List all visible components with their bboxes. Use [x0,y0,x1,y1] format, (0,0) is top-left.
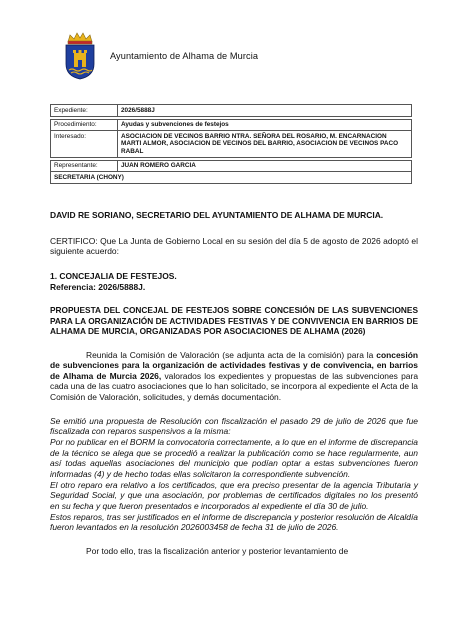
certifier-heading: DAVID RE SORIANO, SECRETARIO DEL AYUNTAMIENTO DE ALHAMA DE MURCIA. [50,210,384,220]
valuation-text-start: Reunida la Comisión de Valoración (se adjunta acta de la comisión) para la [86,349,377,360]
procedimiento-value: Ayudas y subvenciones de festejos [118,119,412,131]
department-value: SECRETARIA (CHONY) [51,172,412,184]
document-body [50,210,418,556]
procedimiento-label: Procedimiento: [51,119,118,131]
interesado-label: Interesado: [51,131,118,158]
record-row-expediente [51,105,412,117]
valuation-text-end: valorados los expedientes y propuestas de las subvenciones para cada una de las cuatro asociaciones que lo han solicitado, se incorpora al expediente el Acta de la Comisión de Valoración, solicitudes, y demás documentación. [50,370,419,403]
record-row-procedimiento [51,119,412,131]
expediente-value: 2026/5888J [118,105,412,117]
valuation-paragraph [50,350,418,403]
record-row-interesado [51,131,412,158]
record-row-representante [51,160,412,172]
representante-value: JUAN ROMERO GARCIA [118,160,412,172]
reference-line: Referencia: 2026/5888J. [50,281,146,292]
representante-label: Representante: [51,160,118,172]
italic-paragraph-4: Estos reparos, tras ser justificados en el informe de discrepancia y posterior resolución de Alcaldía fueron levantados en la resolución 2026003458 de fecha 31 de julio de 2026. [50,511,418,533]
italic-paragraph-3: El otro reparo era relativo a los certificados, que era preciso presentar de la agencia Tributaria y Seguridad Social, y que una asociación, por problemas de certificados digitales no los presentó en su fecha y que fueron presentados e incorporados al expediente el día 30 de julio. [50,479,418,511]
valuation-text-bold: concesión de subvenciones para la organización de actividades festivas y de convivencia, en barrios de Alhama de Murcia 2026, [50,349,418,381]
letterhead [63,32,258,80]
final-paragraph: Por todo ello, tras la fiscalización anterior y posterior levantamiento de [86,545,349,556]
italic-paragraph-2: Por no publicar en el BORM la convocatoria correctamente, a lo que en el informe de discrepancia de la técnico se alega que se procedió a realizar la publicación como se hace regularmente, aun así todas aquellas asociaciones del municipio que podían optar a estas subvenciones fueron informadas (4) y de hecho todas ellas solicitaron la correspondiente subvención. [50,437,418,479]
certifico-paragraph: CERTIFICO: Que La Junta de Gobierno Local en su sesión del día 5 de agosto de 2026 adoptó el siguiente acuerdo: [50,235,418,257]
italic-paragraph-1: Se emitió una propuesta de Resolución con fiscalización el pasado 29 de julio de 2026 que fue fiscalizada con reparos suspensivos a la misma: [50,415,418,437]
interesado-value: ASOCIACION DE VECINOS BARRIO NTRA. SEÑORA DEL ROSARIO, M. ENCARNACION MARTI ALMOR, ASOCIACION DE VECINOS DEL BARRIO, ASOCIACION DE VECINOS PACO RABAL [118,131,412,158]
coat-of-arms-icon [63,32,97,80]
record-table [50,104,412,184]
record-row-department [51,172,412,184]
organization-name: Ayuntamiento de Alhama de Murcia [110,51,259,61]
proposal-title: PROPUESTA DEL CONCEJAL DE FESTEJOS SOBRE CONCESIÓN DE LAS SUBVENCIONES PARA LA ORGANIZACIÓN DE ACTIVIDADES FESTIVAS Y DE CONVIVENCIA EN BARRIOS DE ALHAMA DE MURCIA, ORGANIZADAS POR ASOCIACIONES DE ALHAMA (2026) [50,305,418,337]
expediente-label: Expediente: [51,105,118,117]
section-heading: 1. CONCEJALIA DE FESTEJOS. [50,270,177,281]
